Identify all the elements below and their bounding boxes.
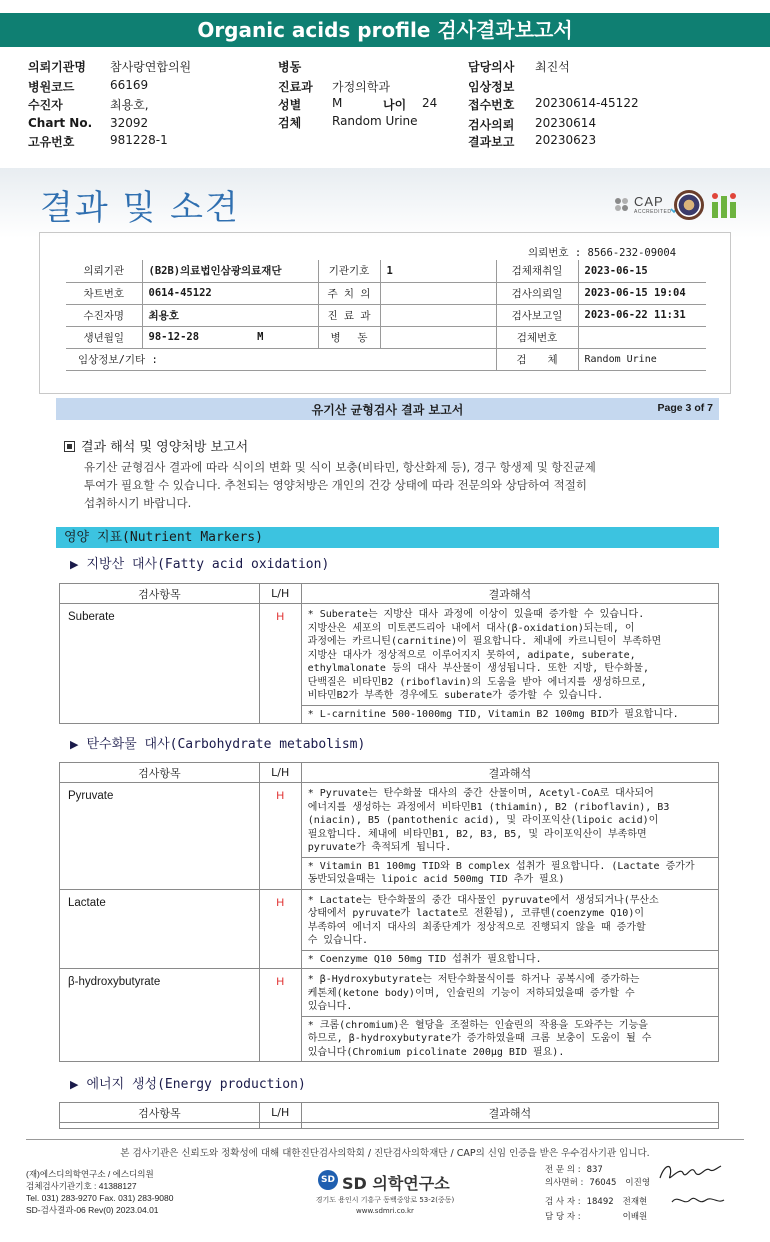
staff-name: 이배원 [622, 1212, 648, 1222]
header-label: 의뢰기관명 [28, 60, 86, 74]
result-interpretation [301, 969, 718, 1062]
header-label: 담당의사 [468, 60, 515, 74]
sd-logo [318, 1170, 458, 1192]
specimen-info-table [66, 260, 706, 371]
description-line: 부족하여 에너지 대사의 최종단계가 정상적으로 진행되지 않을 때 증가할 [307, 921, 646, 933]
column-header-item: 검사항목 [60, 1103, 260, 1123]
result-description [302, 890, 718, 950]
result-interpretation [301, 604, 718, 724]
header-value: M [332, 96, 343, 110]
header-label: 결과보고 [468, 135, 515, 149]
header-value: 20230614 [535, 116, 597, 130]
section-heading [70, 733, 365, 752]
triangle-bullet-icon: ▶ [70, 738, 79, 751]
section-heading [70, 1073, 306, 1092]
description-line: 과정에는 카르니틴(carnitine)이 필요합니다. 체내에 카르니틴이 부족하면 [307, 636, 662, 647]
info-label: 검 체 [496, 348, 578, 370]
square-bullet-icon [64, 441, 75, 452]
header-label: 접수번호 [468, 98, 515, 112]
header-value: 20230614-45122 [535, 96, 639, 110]
header-label: 성별 [278, 98, 302, 112]
description-line: pyruvate가 축적되게 됩니다. [307, 842, 452, 853]
header-value: 20230623 [535, 133, 597, 147]
lab-address: 경기도 용인시 기흥구 동백중앙로 53-2(중동) [315, 1196, 455, 1204]
birth-date: 98-12-28 [148, 331, 200, 343]
column-header-result: 결과해석 [301, 763, 718, 783]
description-line: 케톤체(ketone body)이며, 인슐린의 기능이 저하되었을때 증가할 수 [307, 987, 635, 999]
column-header-result: 결과해석 [301, 584, 718, 604]
info-label: 검사보고일 [496, 304, 578, 326]
staff-row [545, 1163, 623, 1175]
table-header-row [60, 763, 719, 783]
header-value: 참사랑연합의원 [110, 60, 192, 74]
column-header-lh: L/H [259, 1103, 301, 1123]
staff-role: 담 당 자 : [545, 1212, 581, 1222]
header-value: 가정의학과 [332, 80, 390, 94]
section-heading-text: 지방산 대사(Fatty acid oxidation) [86, 557, 330, 572]
cap-accredited: ACCREDITED [634, 209, 672, 215]
staff-row [545, 1176, 650, 1188]
description-line: 지방산은 세포의 미토콘드리아 내에서 대사(β-oxidation)되는데, 이 [307, 622, 635, 634]
staff-role: 검 사 자 : [545, 1197, 581, 1207]
test-item-name: β-hydroxybutyrate [60, 969, 260, 1062]
staff-name: 이진영 [625, 1178, 651, 1188]
info-clinical: 임상정보/기타 : [66, 348, 496, 370]
info-row [66, 348, 706, 370]
info-value: 2023-06-15 [578, 260, 706, 282]
recommendation [302, 1016, 718, 1062]
header-label: 임상정보 [468, 80, 515, 94]
table-row [60, 889, 719, 969]
info-label: 의뢰기관 [66, 260, 142, 282]
header-label: 병원코드 [28, 80, 75, 94]
recommendation-line: * 크롬(chromium)은 혈당을 조절하는 인슐린의 작용을 도와주는 기능을 [307, 1019, 648, 1031]
header-label: Chart No. [28, 116, 93, 130]
table-row [60, 604, 719, 724]
info-label: 검사의뢰일 [496, 282, 578, 304]
recommendation [302, 857, 718, 889]
report-banner: Organic acids profile 검사결과보고서 [0, 13, 770, 47]
info-row [66, 260, 706, 282]
info-value [142, 326, 318, 348]
info-value: Random Urine [578, 348, 706, 370]
header-value: 981228-1 [110, 133, 168, 147]
result-description [302, 969, 718, 1016]
info-value [380, 282, 496, 304]
lh-flag: H [259, 889, 301, 969]
para-line: 투여가 필요할 수 있습니다. 추천되는 영양처방은 개인의 건강 상태에 따라 전문의와 상담하여 적절히 [84, 478, 587, 492]
recommendation-line: 있습니다(Chromium picolinate 200μg BID 필요). [307, 1046, 565, 1058]
lab-website[interactable]: www.sdmri.co.kr [356, 1207, 414, 1215]
column-header-item: 검사항목 [60, 763, 260, 783]
staff-id: 76045 [589, 1178, 617, 1188]
recommendation-line: * Coenzyme Q10 50mg TID 섭취가 필요합니다. [307, 953, 542, 965]
lab-contact-line: Tel. 031) 283-9270 Fax. 031) 283-9080 [26, 1193, 174, 1203]
recommendation-line: 동반되었을때는 lipoic acid 500mg TID 추가 필요) [307, 874, 565, 885]
info-label: 기관기호 [318, 260, 380, 282]
test-item-name: Pyruvate [60, 783, 260, 890]
age-label: 나이 [383, 98, 407, 112]
result-description [302, 604, 718, 705]
info-row [66, 326, 706, 348]
lh-flag: H [259, 969, 301, 1062]
lh-flag: H [259, 604, 301, 724]
cap-logo [612, 192, 672, 220]
report-title-bar [56, 398, 719, 420]
patient-sex: M [257, 331, 264, 343]
info-value: 최용호 [142, 304, 318, 326]
info-label: 병 동 [318, 326, 380, 348]
info-label: 주 치 의 [318, 282, 380, 304]
table-header-row [60, 1103, 719, 1123]
info-value [380, 304, 496, 326]
table-row [60, 783, 719, 890]
column-header-lh: L/H [259, 584, 301, 604]
triangle-bullet-icon: ▶ [70, 558, 79, 571]
column-header-lh: L/H [259, 763, 301, 783]
result-description [302, 783, 718, 857]
section-heading [70, 553, 329, 572]
description-line: 지방산 대사가 정상적으로 이루어지지 못하여, adipate, suberate, [307, 649, 636, 661]
marker-table [59, 762, 719, 1062]
para-line: 섭취하시기 바랍니다. [84, 496, 192, 510]
para-line: 유기산 균형검사 결과에 따라 식이의 변화 및 식이 보충(비타민, 항산화제 등), 경구 항생제 및 항진균제 [84, 460, 596, 474]
info-row [66, 282, 706, 304]
recommendation [302, 705, 718, 724]
cap-label: CAP [634, 194, 664, 209]
staff-role: 의사면허 : [545, 1178, 584, 1188]
recommendation-line: * Vitamin B1 100mg TID와 B complex 섭취가 필요합니다. (Lactate 증가가 [307, 860, 695, 872]
lab-contact-line: (재)에스디의학연구소 / 에스디의원 [26, 1169, 154, 1179]
info-row [66, 304, 706, 326]
empty-cell [259, 1123, 301, 1129]
header-label: 진료과 [278, 80, 313, 94]
interpretation-heading-text: 결과 해석 및 영양처방 보고서 [81, 440, 249, 455]
interpretation-heading [64, 436, 248, 455]
age-value: 24 [422, 96, 438, 110]
description-line: 필요합니다. 체내에 비타민B1, B2, B3, B5, 및 라이포익산이 부족하면 [307, 828, 647, 840]
header-value: Random Urine [332, 114, 418, 128]
description-line: (niacin), B5 (pantothenic acid), 및 라이포익산(lipoic acid)이 [307, 815, 659, 826]
section-title: 결과 및 소견 [40, 188, 240, 228]
header-label: 수진자 [28, 98, 63, 112]
recommendation-line: * L-carnitine 500-1000mg TID, Vitamin B2 100mg BID가 필요합니다. [307, 708, 679, 720]
lh-flag: H [259, 783, 301, 890]
staff-row [545, 1210, 647, 1222]
signature-1-icon [655, 1158, 725, 1186]
society-seal-icon [674, 190, 704, 220]
info-value: 1 [380, 260, 496, 282]
description-line: * β-Hydroxybutyrate는 저탄수화물식이를 하거나 공복시에 증가하는 [307, 974, 640, 985]
description-line: 비타민B2가 부족한 경우에도 suberate가 증가할 수 있습니다. [307, 690, 604, 701]
description-line: 있습니다. [307, 1001, 353, 1012]
certification-notice: 본 검사기관은 신뢰도와 정확성에 대해 대한진단검사의학회 / 진단검사의학재단 / CAP의 신임 인증을 받은 우수검사기관 입니다. [120, 1148, 650, 1159]
test-item-name: Lactate [60, 889, 260, 969]
description-line: * Lactate는 탄수화물의 중간 대사물인 pyruvate에서 생성되거나(무산소 [307, 894, 659, 906]
result-interpretation [301, 783, 718, 890]
header-label: 병동 [278, 60, 302, 74]
info-value [380, 326, 496, 348]
recommendation-line: 하므로, β-hydroxybutyrate가 증가하였을때 크롬 보충이 도움이 될 수 [307, 1033, 652, 1044]
info-value: (B2B)의료법인삼광의료재단 [142, 260, 318, 282]
report-title: 유기산 균형검사 결과 보고서 [311, 403, 464, 417]
info-value [578, 326, 706, 348]
section-heading-text: 탄수화물 대사(Carbohydrate metabolism) [86, 737, 366, 752]
table-header-row [60, 584, 719, 604]
cap-emblem-icon [612, 194, 632, 216]
nutrient-markers-bar: 영양 지표(Nutrient Markers) [56, 527, 719, 548]
description-line: ethylmalonate 등의 대사 부산물이 생성됩니다. 또한 지방, 탄수화물, [307, 663, 649, 674]
description-line: 상태에서 pyruvate가 lactate로 전환됨), 코큐텐(coenzyme Q10)이 [307, 908, 645, 919]
section-heading-text: 에너지 생성(Energy production) [86, 1077, 306, 1092]
description-line: 단백질은 비타민B2 (riboflavin)의 도움을 받아 에너지를 생성하므로, [307, 676, 647, 688]
staff-row [545, 1195, 647, 1207]
lab-contact-line: SD-검사결과-06 Rev(0) 2023.04.01 [26, 1205, 159, 1215]
table-row [60, 969, 719, 1062]
empty-cell [60, 1123, 260, 1129]
staff-id: 837 [586, 1165, 603, 1175]
header-value: 최용호, [110, 98, 149, 112]
info-label: 수진자명 [66, 304, 142, 326]
description-line: 에너지를 생성하는 과정에서 비타민B1 (thiamin), B2 (riboflavin), B3 [307, 801, 670, 813]
column-header-result: 결과해석 [301, 1103, 718, 1123]
header-label: 고유번호 [28, 135, 75, 149]
info-label: 검체채취일 [496, 260, 578, 282]
info-value: 0614-45122 [142, 282, 318, 304]
description-line: * Suberate는 지방산 대사 과정에 이상이 있을때 증가할 수 있습니다. [307, 609, 645, 620]
header-label: 검사의뢰 [468, 118, 515, 132]
info-label: 차트번호 [66, 282, 142, 304]
header-value: 최진석 [535, 60, 570, 74]
marker-table [59, 583, 719, 724]
sd-mark-icon: SD [318, 1170, 338, 1190]
marker-table [59, 1102, 719, 1129]
info-value: 2023-06-22 11:31 [578, 304, 706, 326]
footer-divider [26, 1139, 744, 1140]
info-label: 진 료 과 [318, 304, 380, 326]
triangle-bullet-icon: ▶ [70, 1078, 79, 1091]
result-interpretation [301, 889, 718, 969]
lab-contact-line: 검체검사기관기호 : 41388127 [26, 1181, 137, 1191]
staff-id: 18492 [586, 1197, 614, 1207]
table-row [60, 1123, 719, 1129]
institute-logo-icon [710, 190, 738, 220]
page-indicator: Page 3 of 7 [657, 402, 713, 414]
interpretation-paragraph [84, 458, 704, 512]
column-header-item: 검사항목 [60, 584, 260, 604]
request-number: 의뢰번호 : 8566-232-09004 [528, 247, 677, 259]
header-label: 검체 [278, 116, 302, 130]
description-line: 수 있습니다. [307, 935, 369, 946]
test-item-name: Suberate [60, 604, 260, 724]
info-label: 생년월일 [66, 326, 142, 348]
sd-name: SD 의학연구소 [342, 1174, 450, 1193]
info-value: 2023-06-15 19:04 [578, 282, 706, 304]
staff-name: 전재현 [622, 1197, 648, 1207]
staff-role: 전 문 의 : [545, 1165, 581, 1175]
recommendation [302, 950, 718, 969]
empty-cell [301, 1123, 718, 1129]
info-label: 검체번호 [496, 326, 578, 348]
description-line: * Pyruvate는 탄수화물 대사의 중간 산물이며, Acetyl-CoA로 대사되어 [307, 788, 654, 799]
header-value: 66169 [110, 78, 149, 92]
signature-2-icon [668, 1190, 728, 1210]
header-value: 32092 [110, 116, 149, 130]
